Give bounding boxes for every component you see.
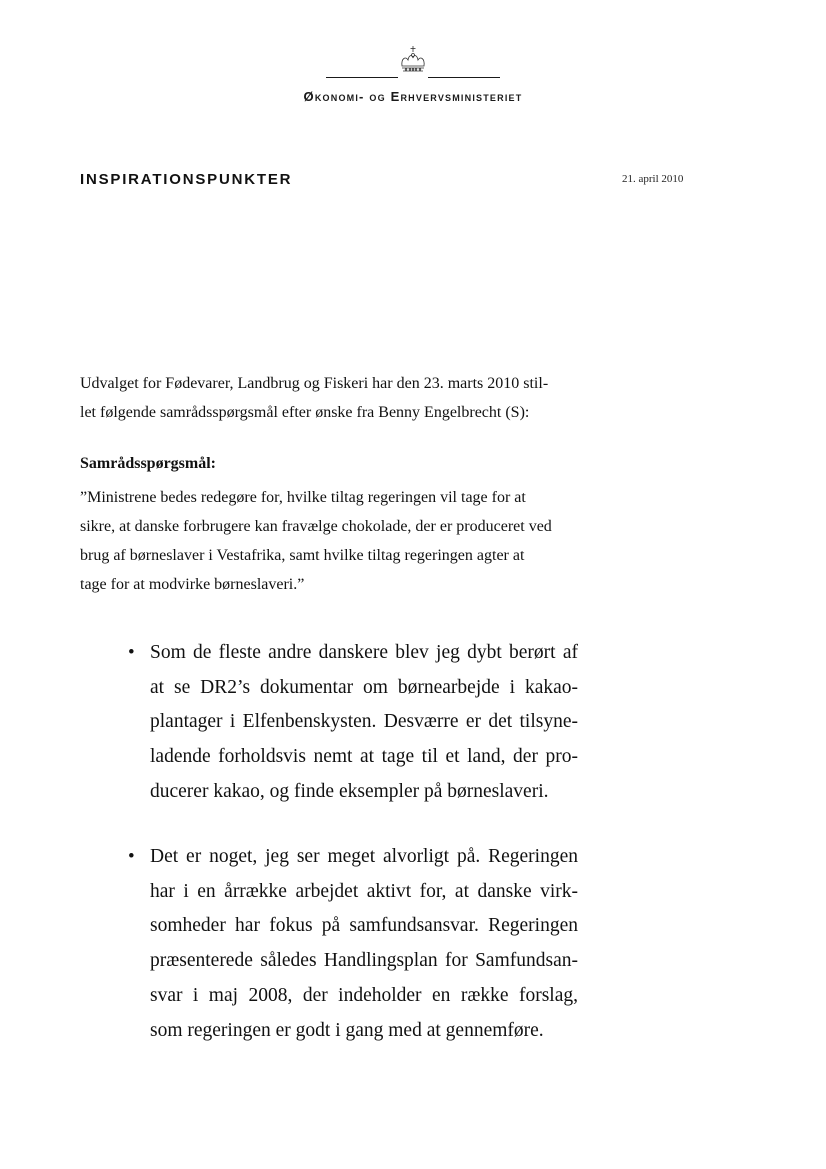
bullet-line: Som de fleste andre danskere blev jeg dybt berørt af (150, 642, 578, 663)
bullet-point (128, 636, 578, 811)
bullet-line: har i en årrække arbejdet aktivt for, at danske virk- (150, 880, 578, 902)
document-title: INSPIRATIONSPUNKTER (80, 171, 293, 188)
bullet-icon: • (128, 846, 135, 867)
bullet-line: svar i maj 2008, der indeholder en række forslag, (150, 984, 578, 1006)
bullet-line: Det er noget, jeg ser meget alvorligt på. Regeringen (150, 846, 578, 867)
bullet-line: ladende forholdsvis nemt at tage til et land, der pro- (150, 746, 578, 768)
question-line: brug af børneslaver i Vestafrika, samt hvilke tiltag regeringen agter at (80, 547, 525, 564)
document-date: 21. april 2010 (622, 173, 684, 185)
crown-logo-icon (396, 44, 430, 78)
question-text (80, 483, 600, 599)
bullet-line: somheder har fokus på samfundsansvar. Regeringen (150, 915, 578, 937)
header-rule-left (326, 77, 398, 78)
bullet-line: ducerer kakao, og finde eksempler på børneslaveri. (150, 780, 549, 802)
bullet-line: plantager i Elfenbenskysten. Desværre er det tilsyne- (150, 711, 578, 733)
bullet-line: at se DR2’s dokumentar om børnearbejde i kakao- (150, 676, 578, 698)
bullet-icon: • (128, 642, 135, 663)
intro-line: Udvalget for Fødevarer, Landbrug og Fiskeri har den 23. marts 2010 stil- (80, 375, 549, 392)
bullet-line: som regeringen er godt i gang med at gennemføre. (150, 1019, 544, 1041)
question-heading: Samrådsspørgsmål: (80, 455, 217, 472)
intro-paragraph (80, 370, 580, 427)
question-line: ”Ministrene bedes redegøre for, hvilke tiltag regeringen vil tage for at (80, 489, 526, 506)
intro-line: let følgende samrådsspørgsmål efter ønske fra Benny Engelbrecht (S): (80, 403, 530, 421)
question-line: sikre, at danske forbrugere kan fravælge chokolade, der er produceret ved (80, 518, 552, 535)
question-line: tage for at modvirke børneslaveri.” (80, 576, 305, 593)
ministry-name: Økonomi- og Erhvervsministeriet (303, 89, 523, 104)
bullet-line: præsenterede således Handlingsplan for Samfundsan- (150, 950, 578, 972)
bullet-point (128, 840, 578, 1050)
header-rule-right (428, 77, 500, 78)
